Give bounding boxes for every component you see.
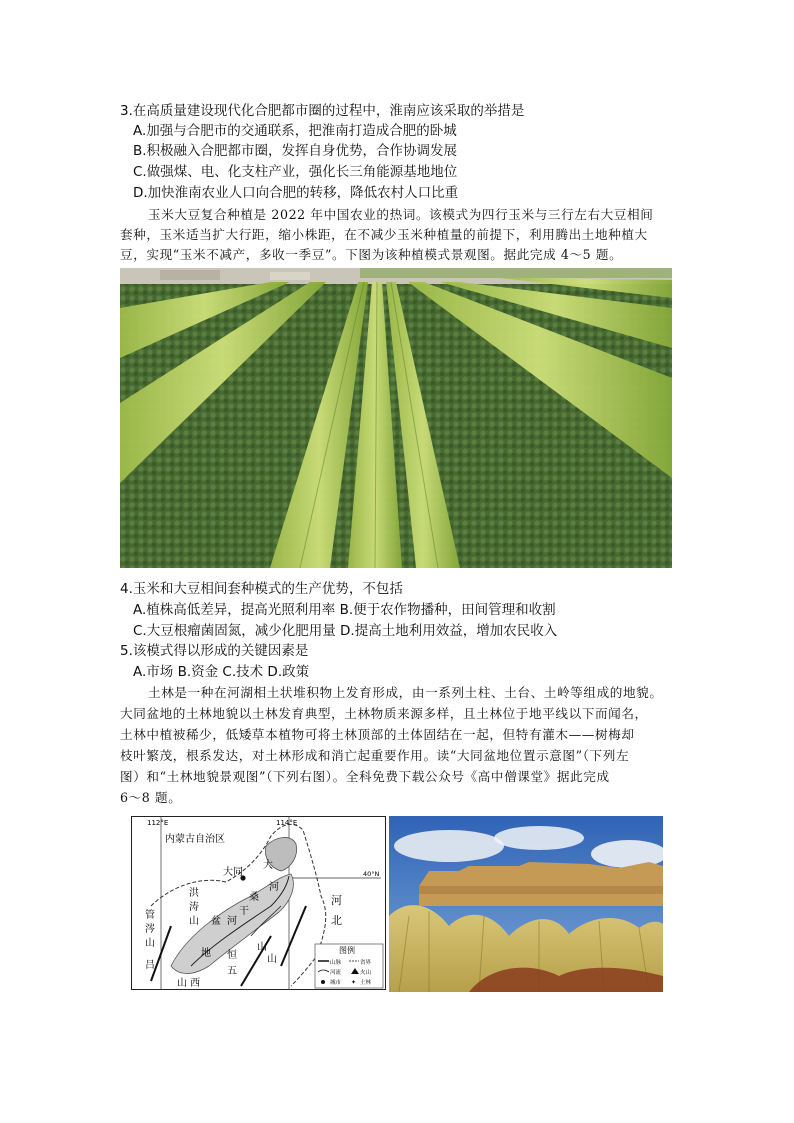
map-label-di: 地	[201, 948, 211, 959]
map-label-hebei-1: 河	[331, 894, 342, 907]
map-label-gan: 干	[239, 906, 249, 917]
question-5-options: A.市场 B.资金 C.技术 D.政策	[133, 664, 310, 680]
map-region-inner-mongolia: 内蒙古自治区	[165, 834, 225, 845]
datong-basin-location-map	[131, 816, 386, 990]
question-4-options-ab: A.植株高低差异，提高光照利用率 B.便于农作物播种，田间管理和收割	[133, 602, 556, 618]
passage2-line-1: 土林是一种在河湖相土状堆积物上发育形成，由一系列土柱、土台、土岭等组成的地貌。	[148, 685, 663, 700]
corn-soybean-field-photo	[120, 268, 672, 568]
passage2-line-3: 土林中植被稀少，低矮草本植物可将土林顶部的土体固结在一起，但特有灌木——树梅却	[120, 727, 635, 742]
legend-province-border: 省界	[360, 960, 372, 966]
passage2-line-6: 6～8 题。	[120, 790, 182, 805]
map-lon-112: 112°E	[147, 819, 169, 827]
map-label-shan4: 山	[267, 954, 277, 965]
map-lat-40: 40°N	[363, 870, 380, 878]
passage2-line-2: 大同盆地的土林地貌以土林发育典型，土林物质来源多样，且土林位于地平线以下而闻名，	[120, 706, 648, 721]
passage1-line-2: 套种，玉米适当扩大行距，缩小株距，在不减少玉米种植量的前提下，利用腾出土地种植大	[120, 227, 648, 242]
map-label-tao: 涛	[189, 902, 199, 913]
legend-river: 河流	[330, 970, 342, 976]
map-label-guan: 管	[145, 910, 155, 921]
question-4-stem: 4.玉米和大豆相间套种模式的生产优势，不包括	[120, 581, 403, 597]
passage2-line-5: 图）和“土林地貌景观图”（下列右图）。全科免费下载公众号《高中僧课堂》据此完成	[120, 769, 610, 784]
map-label-da: 大	[263, 860, 273, 871]
map-label-he1: 河	[269, 882, 279, 893]
map-label-hong: 洪	[189, 888, 199, 899]
question-3-stem: 3.在高质量建设现代化合肥都市圈的过程中，淮南应该采取的举措是	[120, 103, 525, 119]
map-label-lv: 吕	[145, 960, 155, 971]
map-label-shan2: 山	[145, 938, 155, 949]
map-label-hebei-2: 北	[331, 914, 342, 927]
question-4-options-cd: C.大豆根瘤菌固氮，减少化肥用量 D.提高土地利用效益，增加农民收入	[133, 623, 558, 639]
question-3-option-d: D.加快淮南农业人口向合肥的转移，降低农村人口比重	[133, 185, 459, 201]
legend-mountain: 山脉	[330, 960, 342, 966]
map-label-he2: 河	[227, 916, 237, 927]
passage1-line-1: 玉米大豆复合种植是 2022 年中国农业的热词。该模式为四行玉米与三行左右大豆相间	[148, 207, 654, 222]
question-3-option-b: B.积极融入合肥都市圈，发挥自身优势，合作协调发展	[133, 143, 458, 159]
map-city-datong: 大同	[223, 867, 243, 878]
map-label-shan3: 山	[257, 942, 267, 953]
map-label-heng: 恒	[227, 950, 237, 961]
map-label-pen: 盆	[211, 916, 221, 927]
map-lon-114: 114°E	[276, 819, 298, 827]
map-label-wu: 五	[227, 966, 237, 977]
legend-tulin: 土林	[360, 980, 372, 986]
question-3-option-a: A.加强与合肥市的交通联系，把淮南打造成合肥的卧城	[133, 123, 457, 139]
map-label-shanxi: 山 西	[177, 978, 201, 989]
legend-city: 城市	[330, 980, 342, 986]
legend-tulin-icon: ✦	[351, 979, 357, 986]
map-label-shan1: 山	[189, 916, 199, 927]
question-5-stem: 5.该模式得以形成的关键因素是	[120, 643, 309, 659]
passage2-line-4: 枝叶繁茂，根系发达，对土林形成和消亡起重要作用。读“大同盆地位置示意图”（下列左	[120, 748, 630, 763]
map-label-cen: 涔	[145, 924, 155, 935]
map-label-sang: 桑	[249, 892, 259, 903]
legend-title: 图例	[339, 946, 355, 955]
tulin-landform-photo	[389, 816, 663, 992]
question-3-option-c: C.做强煤、电、化支柱产业，强化长三角能源基地地位	[133, 164, 458, 180]
legend-volcano: 火山	[360, 970, 372, 976]
passage1-line-3: 豆，实现“玉米不减产，多收一季豆”。下图为该种植模式景观图。据此完成 4～5 题。	[120, 247, 623, 262]
